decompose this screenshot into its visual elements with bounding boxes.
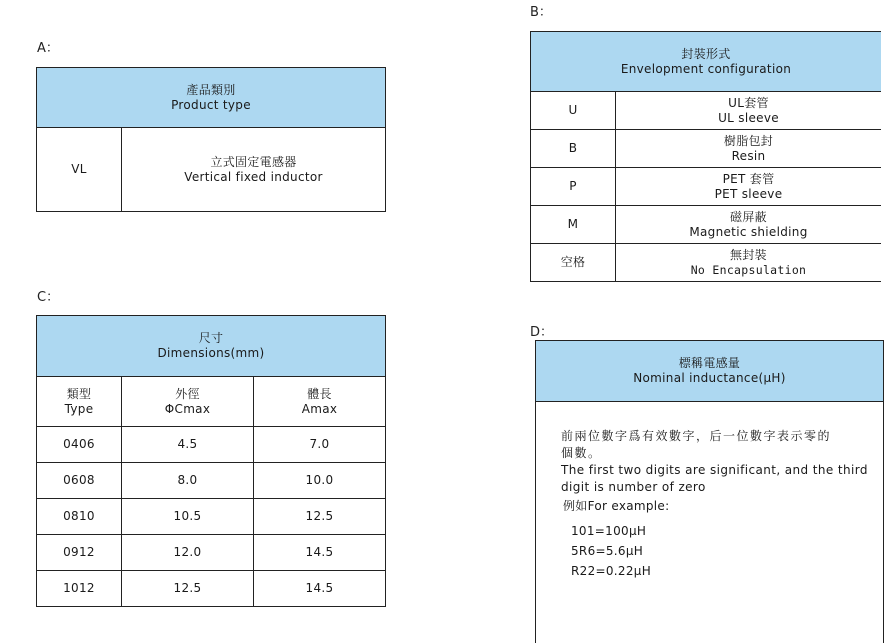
list-item: 5R6=5.6μH <box>571 541 871 561</box>
list-item: 101=100μH <box>571 521 871 541</box>
column-header-diameter-zh: 外徑 <box>126 387 249 402</box>
envelope-row <box>531 130 882 168</box>
cell-type: 0810 <box>37 499 122 535</box>
envelope-row <box>531 244 882 282</box>
cell-type: 0912 <box>37 535 122 571</box>
cell-type: 0406 <box>37 427 122 463</box>
envelope-header-en: Envelopment configuration <box>535 62 877 77</box>
column-header-type-zh: 類型 <box>41 387 117 402</box>
section-label-d: D： <box>530 321 553 340</box>
inductance-note-en-line2: digit is number of zero <box>561 479 871 496</box>
product-type-desc <box>122 128 386 212</box>
product-type-header-zh: 產品類別 <box>41 83 381 98</box>
envelope-row <box>531 92 882 130</box>
dimensions-table <box>36 315 386 607</box>
column-header-length-zh: 體長 <box>258 387 381 402</box>
envelope-desc-zh: 樹脂包封 <box>620 134 877 149</box>
inductance-table <box>535 340 884 643</box>
envelope-desc <box>616 92 882 130</box>
column-header-length <box>254 377 386 427</box>
envelope-desc-en: PET sleeve <box>620 187 877 202</box>
inductance-note-en-line1: The first two digits are significant, and the third <box>561 462 871 479</box>
dimensions-header-en: Dimensions(mm) <box>41 346 381 361</box>
envelope-code: U <box>531 92 616 130</box>
inductance-note-zh <box>561 428 871 462</box>
inductance-example-list <box>571 521 871 581</box>
cell-length: 12.5 <box>254 499 386 535</box>
table-row <box>37 535 386 571</box>
envelope-desc-zh: 磁屏蔽 <box>620 210 877 225</box>
cell-length: 14.5 <box>254 571 386 607</box>
cell-length: 10.0 <box>254 463 386 499</box>
cell-diameter: 10.5 <box>122 499 254 535</box>
column-header-length-en: Amax <box>258 402 381 417</box>
cell-diameter: 12.0 <box>122 535 254 571</box>
envelope-row <box>531 206 882 244</box>
envelope-desc-en: UL sleeve <box>620 111 877 126</box>
cell-diameter: 12.5 <box>122 571 254 607</box>
product-type-desc-zh: 立式固定電感器 <box>126 155 381 170</box>
column-header-diameter <box>122 377 254 427</box>
inductance-header <box>536 341 884 402</box>
section-label-b: B： <box>530 1 552 20</box>
section-label-c: C： <box>37 286 59 305</box>
envelope-code: B <box>531 130 616 168</box>
section-label-a: A： <box>37 37 59 56</box>
envelope-table <box>530 31 881 282</box>
inductance-note-zh-line1: 前兩位數字爲有效數字，后一位數字表示零的 <box>561 428 871 445</box>
column-header-type-en: Type <box>41 402 117 417</box>
inductance-note-en <box>561 462 871 496</box>
table-row <box>37 463 386 499</box>
product-type-header-en: Product type <box>41 98 381 113</box>
cell-length: 7.0 <box>254 427 386 463</box>
envelope-header-zh: 封裝形式 <box>535 47 877 62</box>
envelope-code: P <box>531 168 616 206</box>
product-type-code: VL <box>37 128 122 212</box>
column-header-type <box>37 377 122 427</box>
cell-diameter: 8.0 <box>122 463 254 499</box>
inductance-header-en: Nominal inductance(μH) <box>540 371 879 386</box>
product-type-header <box>37 68 386 128</box>
dimensions-header <box>37 316 386 377</box>
envelope-desc <box>616 206 882 244</box>
envelope-desc-en: Magnetic shielding <box>620 225 877 240</box>
table-row <box>37 427 386 463</box>
envelope-desc-en: Resin <box>620 149 877 164</box>
product-type-desc-en: Vertical fixed inductor <box>126 170 381 185</box>
inductance-note-zh-line2: 個數。 <box>561 445 871 462</box>
envelope-code: 空格 <box>531 244 616 282</box>
cell-length: 14.5 <box>254 535 386 571</box>
table-row <box>37 571 386 607</box>
dimensions-column-headers <box>37 377 386 427</box>
envelope-desc <box>616 244 882 282</box>
inductance-example-heading: 例如For example: <box>563 498 871 515</box>
cell-type: 0608 <box>37 463 122 499</box>
dimensions-header-zh: 尺寸 <box>41 331 381 346</box>
cell-type: 1012 <box>37 571 122 607</box>
envelope-desc-zh: 無封裝 <box>620 248 877 263</box>
envelope-header <box>531 32 882 92</box>
envelope-desc-zh: UL套管 <box>620 96 877 111</box>
envelope-desc-zh: PET 套管 <box>620 172 877 187</box>
column-header-diameter-en: ΦCmax <box>126 402 249 417</box>
envelope-desc <box>616 130 882 168</box>
inductance-header-zh: 標稱電感量 <box>540 356 879 371</box>
cell-diameter: 4.5 <box>122 427 254 463</box>
envelope-desc <box>616 168 882 206</box>
inductance-body <box>536 402 884 643</box>
envelope-desc-en: No Encapsulation <box>620 263 877 278</box>
envelope-row <box>531 168 882 206</box>
product-type-table <box>36 67 386 212</box>
table-row <box>37 499 386 535</box>
envelope-code: M <box>531 206 616 244</box>
list-item: R22=0.22μH <box>571 561 871 581</box>
